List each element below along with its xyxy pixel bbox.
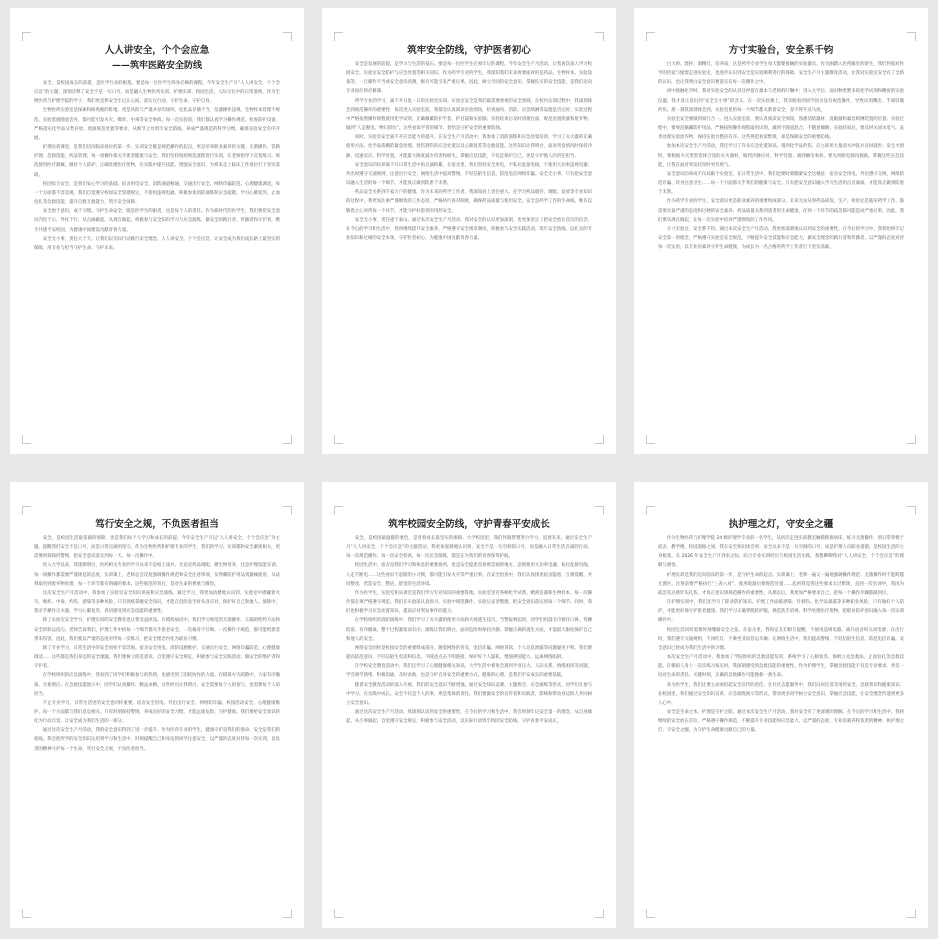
paragraph: 本次安全生产月活动中，我参加了学院组织的急救技能培训，系统学习了心肺复苏、海姆立克急救法、止血包扎等急救技能。在模拟人身上一次次练习按压时，我深刻感受到急救技能的重要性。作为护理学生，掌握急救技能不仅是专业要求，更是一份对生命的责任。关键时刻，正确的急救操作可能挽救一条生命。 [658, 655, 904, 679]
page-body [34, 534, 280, 754]
paragraph: 通过这次安全生产月活动，我深刻认识到安全的重要性。在今后的学习和生活中，我会时刻牢记安全第一的理念，从自身做起，从小事做起，自觉遵守安全规定，积极参与安全活动，以实际行动筑牢校园安全防线，守护青春平安成长。 [346, 709, 592, 725]
crop-mark [334, 435, 343, 444]
paragraph: 同时，实验室安全离不开应急能力的提升。在安全生产月活动中，我参加了消防演练和应急处置培训，学习了灭火器的正确使用方法、化学品泼溅的紧急处理、烫伤割伤的应急处置以及心肺复苏等急救技能。这些知识让我明白，面对突发情况时保持冷静、迅速反应、科学处置，才能最大限度减少伤害和损失。掌握应急技能，不仅是保护自己，更是守护他人的责任担当。 [346, 135, 592, 159]
crop-mark [283, 506, 292, 515]
paragraph: 安全无小事，责任大于天。让我们以实际行动践行安全理念，人人讲安全、个个会应急，让安全成为我们成长路上最坚实的保障，用专业与担当守护生命、守护未来。 [34, 236, 280, 251]
document-page-1 [10, 8, 304, 454]
paragraph: 安全是生命之本，护理是守护之职。通过本次安全生产月活动，我对安全有了更深刻的理解。在今后的学习和生活中，我将继续把安全放在首位，严格遵守操作规范，不断提升专业技能和应急能力，以严谨的态度、专业的素养和负责的精神，执护理之灯，守安全之疆，为守护生命健康贡献自己的力量。 [658, 709, 904, 734]
page-body [346, 534, 592, 726]
paragraph: 不止专业学习，日常生活里的安全也同样重要。宿舍安全用电、外出出行安全、网络防诈骗、校园活动安全、心理健康维护，每一个方面都与我们息息相关。只有时刻保持警惕，养成良好的安全习惯，才能远离危险、守护健康。我们要把安全知识转化为行动自觉，让安全成为我们生活的一部分。 [34, 700, 280, 725]
paragraph: 安全始于意识，成于习惯。守护生命安全，既是医学生的职责，也是每个人的责任。作为新时代的医学生，我们要把安全意识内化于心、外化于行，从点滴做起，从现在做起，积极参与安全知识学习与应急演练，做安全的践行者、传播者和守护者，携手共建平安校园，为健康中国建设贡献青春力量。 [34, 209, 280, 233]
paragraph: 安全是发展的前提，是学习与生活的基石。要是每一位医学生必须牢记的课程。今年安全生产月活动，让我再次深入学习校园安全、实验室安全防护与应急处置等相关知识，作为药学专业的学生，我深知我们未来将要面对的是药品、生物样本、实验设备等，一旦操作不当或安全意识淡薄，极有可能引发严重后果。因此，树立牢固的安全意识，掌握扎实的安全技能，是我们迈向专业岗位的必修课。 [346, 62, 592, 95]
page-title: 人人讲安全，个个会应急 [104, 45, 210, 56]
paragraph: 安全，是校园最温暖的底色，是青春成长最坚实的保障。大学校园里，我们怀揣梦想努力学习，追逐未来。通过安全生产月“人人讲安全，个个会应急”的主题活动，我更加深刻地认识到，安全不是一句空洞的口号，而是融入日常生活点滴的行动。每一次规范操作、每一次安全检查、每一次应急演练，都是在为我们的青春保驾护航。 [346, 536, 592, 560]
crop-mark [334, 506, 343, 515]
paragraph: 在学校组织的消防演练中，我们学习了灭火器的使用方法和火场逃生技巧。当警报响起时，同学们用湿毛巾捂住口鼻、弯腰低姿、有序撤离，整个过程紧张而有序。演练让我们明白，面对危险时保持冷静、掌握正确的逃生方法，才能最大限度保护自己和他人的安全。 [346, 618, 592, 642]
page-body [658, 534, 904, 735]
crop-mark [907, 32, 916, 41]
paragraph: 白大褂、烧杯、酒精灯、培养皿，这是药学专业学生每天都要接触的实验器具。作为刚踏入医药殿堂的新生，我们怀揣对医学的热爱与憧憬走进实验室，也逐步认识到安全是实验顺利进行的保障。安全生产月主题教育活动，让我对实验室安全有了全新的认识，也让我明白安全意识要落实在每一次操作之中。 [658, 62, 904, 86]
crop-mark [646, 909, 655, 918]
paragraph: 安全，是校园成长的前提，是医学行业的根基。要是每一位医学生终身必修的课程。今年安全生产月“人人讲安全，个个会应急”的主题，深刻诠释了安全不是一句口号，而是融入生物医药实训、护理实训、校园生活、人际交往中的日常准则。作为生物医药与护理学院的学子，我们更是将安全牢记在心间、落实在行动，守护生命、守护自身。 [34, 81, 280, 105]
crop-mark [22, 435, 31, 444]
paragraph: 除了实验室安全学习，护理实训的安全教育也让我受益匪浅。在模拟病房中，我们学习规范的无菌操作、正确的给药方法和安全的转运技巧。老师告诉我们，护理工作中的每一个细节都关乎患者安全，一次核对不仔细、一次操作不规范，都可能给患者带来伤害。因此，我们要以严谨的态度对待每一次练习，把安全理念内化为职业习惯。 [34, 618, 280, 642]
page-title: 笃行安全之规，不负医者担当 [95, 519, 219, 530]
paragraph: 作为医学生，实验室和实训室是我们学习专业知识的重要阵地。实验室里有各种化学试剂、精密仪器和生物样本，每一次操作都必须严格遵守规范。我们在实验前认真预习、实验中规范操作、实验后妥善整理，把安全意识落实到每一个细节。同时，我们也积极学习应急处置知识，提高应对突发事件的能力。 [346, 590, 592, 615]
paragraph: 校园综合安全，是我们安心学习的基础。宿舍用电安全、消防通道畅通、交通出行安全、网络诈骗防范、心理健康调适，每一个方面都不容忽视。我们自觉遵守校园安全管理规定，不使用违规电器，积极参加消防演练和应急疏散，学习心肺复苏、止血包扎等急救技能，提升自救互救能力，筑牢安全屏障。 [34, 181, 280, 206]
crop-mark [646, 435, 655, 444]
paragraph: 护理实训课堂，是我们迈向临床岗位的第一步。实训安全既是规范操作的起点，更是培养职业素养的关键。无菌操作、管路护理、急救技能、药品管理，每一项操作都关乎患者健康与安全。我们坚持按照规范流程进行实训，在老师指导下反复练习，规范使用医疗器械、做好个人防护、正确处理医疗废物，在实践中提升技能、增强安全意识，为将来走上临床工作岗位打下坚实基础。 [34, 145, 280, 178]
crop-mark [907, 909, 916, 918]
paragraph: 参加本次安全生产月活动，我还学习了许多应急处置知识。遇到化学品灼伤，应立即用大量清水冲洗并及时就医；发生火情时，要根据火灾类型选择合适的灭火器材，做到冷静应对、科学处置；遇到触电事故，要先切断电源再施救。掌握这些应急技能，让我在面对突发状况时更有底气。 [658, 144, 904, 168]
crop-mark [334, 909, 343, 918]
document-page-4 [10, 482, 304, 928]
crop-mark [283, 435, 292, 444]
page-body [346, 60, 592, 243]
paragraph: 身为医学生，我们还要主动承担起安全宣传的责任。在社区志愿服务中，我们向居民普及用药安全、急救常识和健康知识；在校园里，我们通过安全知识宣讲、应急演练展示等形式，带动更多同学树立安全意识、掌握应急技能，让安全理念传递到更多人心中。 [658, 682, 904, 706]
paragraph: 安全意识的培养离不开日常生活中的点滴积累。在宿舍里，我们坚持安全用电，不私拉乱接电线，不使用大功率违规电器；外出时遵守交通规则，注意出行安全；网络生活中提高警惕，不轻信陌生信息，防范电信网络诈骗。安全无小事，只有把安全意识融入生活的每一个细节，才能真正做到防患于未然。 [346, 162, 592, 187]
crop-mark [22, 506, 31, 515]
document-page-6 [634, 482, 928, 928]
document-page-5 [322, 482, 616, 928]
paragraph: 校园生活同样需要时刻绷紧安全之弦。在宿舍里，我和室友们相互提醒，不使用违规电器，离开宿舍时关闭电源；在出行时，我们遵守交通规则，不闯红灯、不乘坐非法营运车辆；在网络生活中，我们提高警惕，不轻信陌生信息，防范电信诈骗。安全意识已经成为我们生活中的习惯。 [658, 627, 904, 651]
paragraph: 通过这次安全生产月活动，我的安全意识得到了进一步提升。作为医药专业的学生，健康守护是我们的使命，安全是我们的底线。我会把所学的安全知识运用到学习和生活中，时刻提醒自己和身边的同学注意安全，以严谨的态度对待每一次实训，以负责的精神守护每一个生命，笃行安全之规，不负医者担当。 [34, 728, 280, 752]
crop-mark [22, 32, 31, 41]
page-title: 执护理之灯，守安全之疆 [728, 519, 834, 530]
paragraph: 药学专业的学习，离不开日复一日的实验室实训。实验室安全是我们最需要重视的安全领域。在校内实训过程中，我深刻体会到规范操作的重要性：每次进入实验室前，我都会认真阅读实验须知，检查通风、消防、应急喷淋等设施是否完好；实验过程中严格按照操作规程使用化学试剂，正确佩戴防护手套、护目镜和实验服；实验结束后及时清理台面、规范处置废液和废弃物，做到“人走断电、物归原位”。这些看似平常的细节，恰恰是守护安全的重要防线。 [346, 98, 592, 132]
paragraph: 在学校组织的应急演练中，我看到了同学们积极参与的热情，也感受到了团结协作的力量。在模拟火灾疏散中，大家有序撤离、互相照应；在急救技能展示中，同学们认真操作、精益求精。这些经历让我明白，安全需要每个人的参与，也需要每个人的担当。 [34, 673, 280, 697]
page-title: 筑牢校园安全防线，守护青春平安成长 [388, 519, 550, 530]
page-body [34, 79, 280, 253]
crop-mark [595, 435, 604, 444]
crop-mark [907, 506, 916, 515]
page-body [658, 60, 904, 252]
paragraph: 除了专业学习，日常生活中的安全同样不容忽视。宿舍安全用电、消防设施维护、交通出行安全、网络诈骗防范、心理健康调适……这些都是我们身边的安全课题。我们要树立防范意识，自觉遵守安全规定，积极参与安全实践活动，做安全的维护者和守护者。 [34, 645, 280, 670]
document-page-3 [634, 8, 928, 454]
crop-mark [22, 909, 31, 918]
paragraph: 实验室安全要做到知行合一。进入实验室前，要认真阅读安全须知，熟悉消防器材、洗眼器和紧急喷淋装置的位置；实验过程中，要规范佩戴防护用品，严格按照操作规程取用试剂，做到不随意混合、不随意倾倒；实验结束后，要及时关闭水电气，妥善处理实验废弃物，保持实验台整洁有序。这些规范看似繁琐，却是保障安全的重要防线。 [658, 116, 904, 141]
crop-mark [646, 506, 655, 515]
document-page-2 [322, 8, 616, 454]
page-title: 筑牢安全防线，守护医者初心 [407, 45, 531, 56]
paragraph: 作为生物医药与护理学院 24 级护理学专业的一名学生，从初次走进实训教室触摸模拟病床，练习无菌操作，到日常穿梭于宿舍、教学楼、校园道路之间，我在安全知识体会到：安全从来不是一句空洞的口号，而是护理人员职业道德。是校园生活的立身根基。在 2026 年安全生产月到来之际，结合专业实训经历与校园生活实践，我想聊聊我对“人人讲安全，个个会应急”的理解与感悟。 [658, 536, 904, 569]
paragraph: 作为药学专业的学生，安全意识更是职业素养的重要组成部分。未来无论从事药品研发、生产、检验还是临床药学工作，都需要具备严谨的态度和过硬的安全素养。药品质量关系到患者的生命健康，任何一个环节的疏忽都可能造成严重后果。因此，我们要从现在做起，在每一次实验中培养严谨细致的工作作风。 [658, 199, 904, 223]
paragraph: 安全无小事，责任重于泰山。通过本次安全生产月活动，我对安全的认识更加深刻，也更加坚定了把安全放在首位的信念。在今后的学习和生活中，我将继续提升安全素养，严格遵守安全规章制度，积极参与安全实践活动，筑牢安全防线，以扎实的专业知识和过硬的安全本领，守护医者初心，为健康中国贡献青春力量。 [346, 217, 592, 241]
crop-mark [334, 32, 343, 41]
paragraph: 药品安全关系到千家万户的健康，作为未来的药学工作者，我深知肩上责任重大。在学习药品储存、调配、发放等专业知识的过程中，我更加注重严谨细致的工作态度，严格执行查对制度，确保药品质量与使用安全。安全是药学工作的生命线，唯有以敬畏之心对待每一个环节，才能守护好患者的用药安全。 [346, 190, 592, 214]
crop-mark [646, 32, 655, 41]
paragraph: 这次安全生产月活动中，我参加了实验室安全知识讲座和应急演练。通过学习，我更加清楚地认识到，实验室中潜藏着火灾、爆炸、中毒、灼伤、感染等多种风险。只有熟练掌握安全知识，才能在危险发生时从容应对，保护好自己和他人。演练中，我亲手操作灭火器、学习心肺复苏，真切感受到应急技能的重要性。 [34, 590, 280, 615]
paragraph: 初中接触化学时，我对实验安全的认识还停留在课本与老师的叮嘱中；进入大学后，面对种类繁多的化学试剂和精密的实验仪器，我才真正意识到“安全无小事”的含义。在一次实验课上，我亲眼看到同学因为没有规范操作，导致试剂溅出、手部轻微灼伤。那一刻我深刻体会到，实验室里的每一个细节都关系着安全，容不得半点马虎。 [658, 89, 904, 113]
page-subtitle: ——筑牢医路安全防线 [111, 61, 202, 71]
crop-mark [595, 909, 604, 918]
crop-mark [283, 32, 292, 41]
paragraph: 安全意识的养成不仅局限于实验室。在日常生活中，我们也要时刻绷紧安全这根弦：宿舍安全用电、外出遵守交规、网络防范诈骗、饮食注意卫生……每一个方面都关乎我们的健康与安全。只有把安全意识融入学习生活的点点滴滴，才能真正做到防患于未然。 [658, 171, 904, 196]
page-title: 方寸实验台，安全系千钧 [728, 45, 834, 56]
paragraph: 在学校安全教育活动中，我们还学习了心理健康相关知识。大学生活中难免会遇到学业压力、人际关系、情绪困扰等问题，学会调节情绪、积极沟通、及时求助，也是守护自身安全的重要方式。健康的心理，是我们平安成长的重要基础。 [346, 664, 592, 679]
paragraph: 在护理实训中，我们还学习了职业防护知识。护理工作面临感染、针刺伤、化学品暴露等多种职业风险，只有做好个人防护，才能更好地守护患者健康。我们学习正确穿脱防护服、规范洗手消毒、科学处理医疗废物，把职业防护意识融入每一次实训操作中。 [658, 600, 904, 624]
crop-mark [907, 435, 916, 444]
paragraph: 随着安全教育活动的深入开展，我们的安全意识不断增强。通过安全知识竞赛、主题班会、应急演练等形式，同学们在参与中学习、在实践中成长。安全不仅是个人的事，更是集体的责任。我们要做安全的宣传者和实践者，影响和带动身边的人共同树立安全意识。 [346, 682, 592, 706]
crop-mark [283, 909, 292, 918]
paragraph: 生物医药实验室是探索科研奥秘的阵地，更是风险与严谨并存的场所。危化品存储不当、仪器操作违规、生物样本管理不规范、实验废液随意丢弃，都可能引发火灾、爆炸、中毒等安全事故。每一次实验前，我们都认真学习操作规范、检查防护设备，严格落实化学品分类存放、废液规范处置等要求，从细节之处筑牢安全防线，养成严谨规范的科学习惯，确保实验安全有序开展。 [34, 108, 280, 141]
crop-mark [595, 506, 604, 515]
paragraph: 护理实训是我们迈向临床的第一步，是守护生命的起点。实训课上，老师一遍又一遍地强调操作规范：无菌操作时不能跨越无菌区，注射前要严格执行“三查八对”，使用锐器后要规范处置……起初我觉得这些要求太过繁琐，直到一次实训中，我因为疏忽差点被针头扎伤，才真正意识到规范操作的重要性。从那以后，我更加严格要求自己，把每一个操作步骤都做到位。 [658, 572, 904, 596]
paragraph: 安全，是校园生活最基础的保障，也是我们每个人学习和成长的前提。今年安全生产月以“人人讲安全，个个会应急”为主题，提醒我们安全不是口号，而是日常点滴的坚守。作为生物医药和护理专业的学生，我们的学习、实训都和安全紧密相关，更需要时刻保持警惕，把安全意识落实到每一天、每一次操作中。 [34, 536, 280, 560]
crop-mark [595, 32, 604, 41]
paragraph: 进入大学以来，我逐渐明白，医药相关专业的学习从来不是纸上谈兵。无论是药品调配、微生物培养，还是护理技能实训，每一项操作都需要严谨规范的态度。实训课上，老师总会反复强调操作规范和安全注意事项，从穿戴防护用品到器械使用，从试剂取用到废弃物处理，每一个环节都有明确的要求。这些规范的背后，是对生命的尊重与敬畏。 [34, 563, 280, 587]
paragraph: 校园生活中，宿舍是我们学习和休息的重要场所，也是安全隐患容易被忽视的地方。违规使用大功率电器、私拉乱接电线、人走不断电……这些看似不起眼的小习惯，都可能引发火灾等严重后果。在安全检查中，我们认真排查宿舍隐患，互相提醒、共同整改，营造安全、整洁、舒适的生活环境。 [346, 563, 592, 587]
paragraph: 网络安全同样是校园安全的重要组成部分。随着网络的普及，电信诈骗、网络贷款、个人信息泄露等问题屡见不鲜。我们要提高防范意识，不轻信陌生电话和信息，不随意点击不明链接，保护好个人隐私，增强辨别能力，远离网络陷阱。 [346, 645, 592, 661]
paragraph: 方寸实验台，安全系千钧。通过本次安全生产月活动，我更加深刻地认识到安全的重要性。在今后的学习中，我将始终牢记安全第一的理念，严格遵守实验室安全规范，不断提升安全技能和应急能力，做安全理念的践行者和传播者，以严谨的态度对待每一次实验，以专业的素养守护生命健康，为成长为一名合格的药学工作者打下坚实基础。 [658, 226, 904, 251]
